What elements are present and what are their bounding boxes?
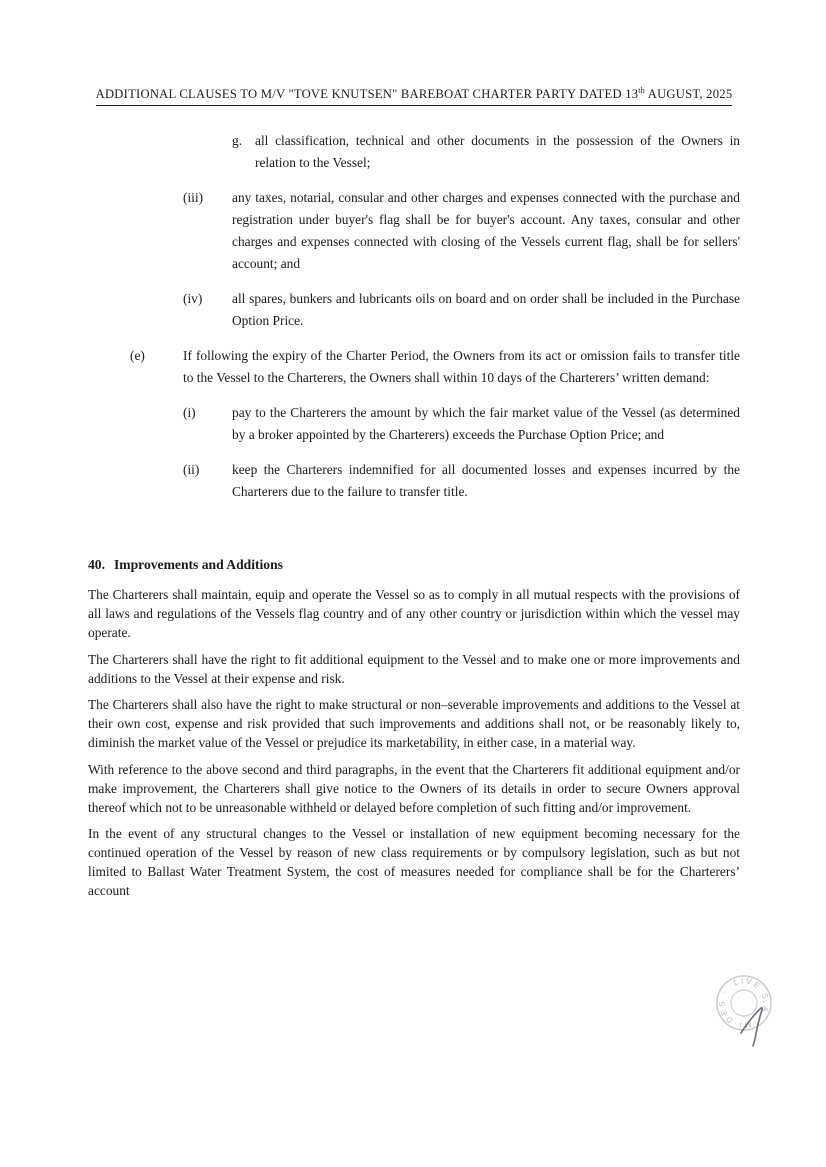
title-date: AUGUST, 2025 — [645, 87, 733, 102]
clause-text: keep the Charterers indemnified for all documented losses and expenses incurred by the Charterers due to the failure to transfer title. — [232, 462, 740, 500]
handwritten-initial — [737, 1004, 775, 1050]
paragraph: In the event of any structural changes to the Vessel or installation of new equipment becoming necessary for the continued operation of the Vessel by reason of new class requirements or by compulsory legislation, such as but not limited to Ballast Water Treatment System, the cost of measures needed for compliance shall be for the Charterers’ account — [88, 826, 740, 899]
clause-item-g — [232, 130, 740, 174]
clause-item-ii — [183, 459, 740, 503]
clause-item-iii — [183, 187, 740, 275]
clause-label: (ii) — [183, 462, 200, 478]
clause-item-i — [183, 402, 740, 446]
clause-item-e — [130, 345, 740, 389]
clause-label: (iii) — [183, 190, 204, 206]
title-text: ADDITIONAL CLAUSES TO M/V "TOVE KNUTSEN" BAREBOAT CHARTER PARTY DATED 13 — [95, 87, 639, 102]
clause-label: (iv) — [183, 291, 203, 307]
clause-label: (i) — [183, 405, 196, 421]
clause-item-iv — [183, 288, 740, 332]
clause-text: pay to the Charterers the amount by which the fair market value of the Vessel (as determined by a broker appointed by the Charterers) exceeds the Purchase Option Price; and — [232, 405, 740, 443]
paragraph: With reference to the above second and third paragraphs, in the event that the Charterers fit additional equipment and/or make improvement, the Charterers shall give notice to the Owners of its details in order to secure Owners approval thereof which not to be unreasonable withheld or delayed before completion of such fitting and/or improvement. — [88, 761, 740, 815]
section-number: 40. — [88, 557, 105, 573]
title-superscript: th — [638, 86, 646, 95]
paragraph: The Charterers shall have the right to fit additional equipment to the Vessel and to make one or more improvements and additions to the Vessel at their expense and risk. — [88, 651, 740, 686]
clause-text: any taxes, notarial, consular and other charges and expenses connected with the purchase and registration under buyer's flag shall be for buyer's account. Any taxes, consular and other charges and expenses connected with closing of the Vessels current flag, shall be for sellers' account; and — [232, 190, 740, 272]
clause-text: all spares, bunkers and lubricants oils on board and on order shall be included in the Purchase Option Price. — [232, 291, 740, 329]
paragraph: The Charterers shall also have the right to make structural or non–severable improvements and additions to the Vessel at their own cost, expense and risk provided that such improvements and additions shall not, or be reasonably likely to, diminish the market value of the Vessel or prejudice its marketability, in either case, in a material way. — [88, 697, 740, 751]
section-heading — [88, 556, 740, 574]
clause-text: If following the expiry of the Charter Period, the Owners from its act or omission fails to transfer title to the Vessel to the Charterers, the Owners shall within 10 days of the Charterers’ written demand: — [183, 348, 740, 386]
document-title — [96, 86, 733, 106]
stamp-ring-text: LIVE S.A · MI·DES · — [717, 976, 771, 1030]
paragraph: The Charterers shall maintain, equip and operate the Vessel so as to comply in all mutual respects with the provisions of all laws and regulations of the Vessels flag country and of any other country or jurisdiction within which the vessel may operate. — [88, 587, 740, 641]
clause-label: g. — [232, 133, 243, 149]
clause-text: all classification, technical and other documents in the possession of the Owners in relation to the Vessel; — [255, 133, 740, 171]
section-title: Improvements and Additions — [114, 557, 283, 573]
clause-label: (e) — [130, 348, 145, 364]
